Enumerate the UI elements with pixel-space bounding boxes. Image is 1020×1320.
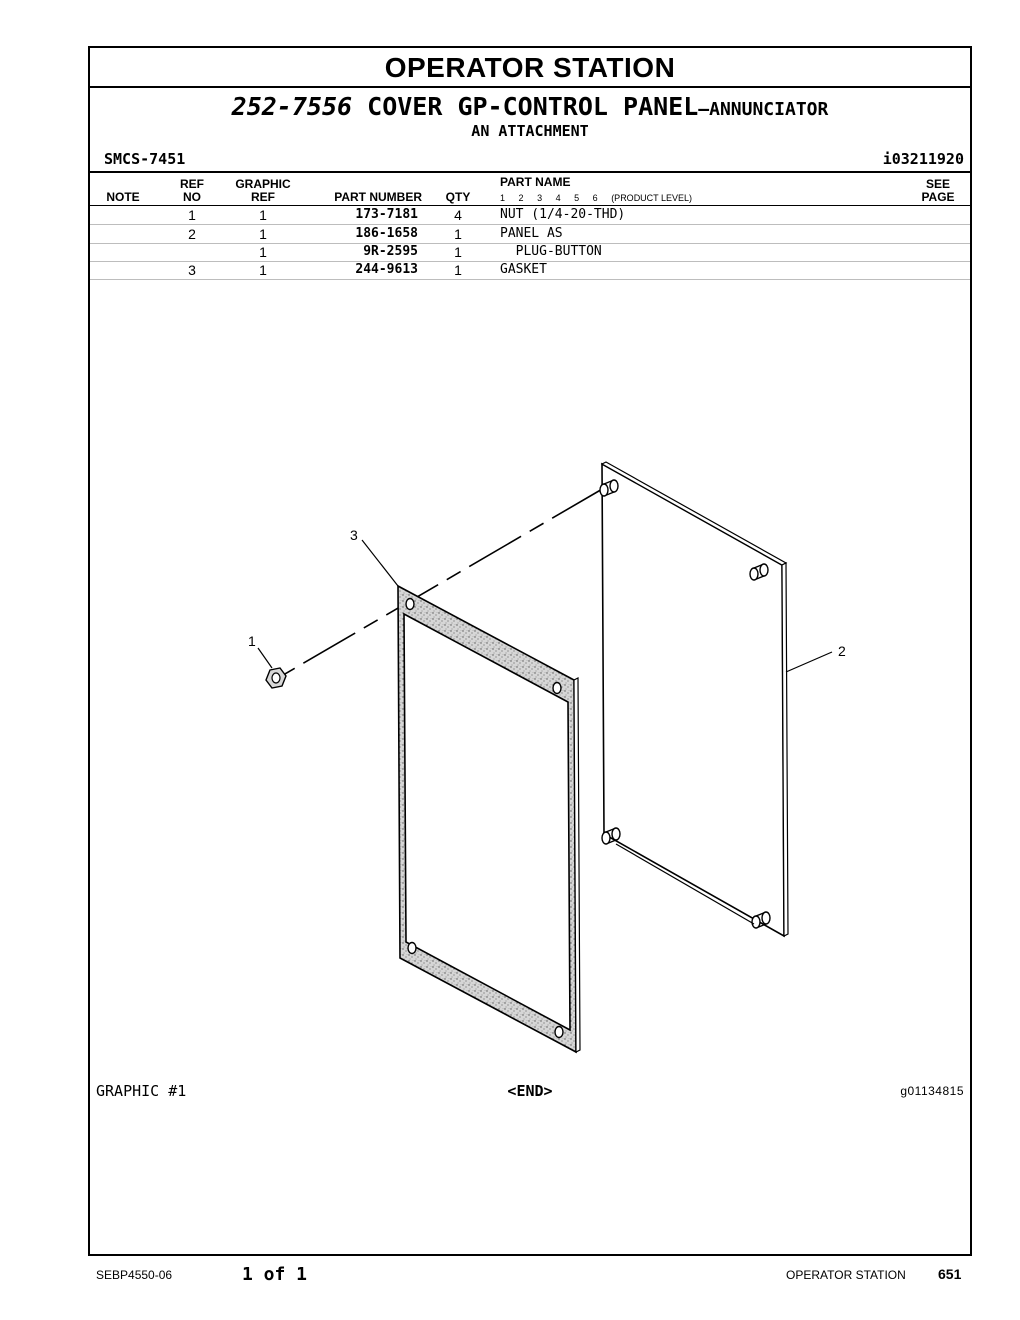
title-sub: ANNUNCIATOR — [709, 99, 829, 120]
panel-icon — [600, 462, 788, 936]
title-dash: — — [698, 99, 710, 120]
document-subtitle: AN ATTACHMENT — [471, 122, 589, 140]
callout-2: 2 — [838, 643, 846, 659]
cell-part-number: 9R-2595 — [363, 244, 418, 259]
product-level: 1 — [500, 193, 506, 203]
graphic-id: g01134815 — [900, 1084, 964, 1098]
product-level: 6 — [592, 193, 598, 203]
end-marker: <END> — [507, 1082, 553, 1100]
gasket-icon — [398, 586, 580, 1052]
graphic-label: GRAPHIC #1 — [96, 1082, 187, 1100]
exploded-view-drawing — [90, 48, 970, 1254]
product-level: 3 — [537, 193, 543, 203]
header-see-page: SEE PAGE — [921, 177, 955, 204]
nut-icon — [266, 668, 286, 688]
cell-qty: 1 — [454, 226, 462, 242]
leader-line-1 — [258, 648, 272, 668]
cell-ref-no: 1 — [188, 207, 196, 223]
footer-section: OPERATOR STATION — [786, 1268, 906, 1282]
cell-graphic-ref: 1 — [259, 207, 267, 223]
cell-part-name: GASKET — [500, 262, 547, 277]
cell-graphic-ref: 1 — [259, 226, 267, 242]
cell-part-name: PANEL AS — [500, 226, 563, 241]
fastener-centerline — [278, 488, 604, 678]
callout-3: 3 — [350, 527, 358, 543]
cell-part-name: NUT (1/4-20-THD) — [500, 207, 626, 222]
assembly-part-number: 252-7556 — [231, 92, 353, 121]
footer-page-count: 1 of 1 — [242, 1264, 308, 1285]
leader-line-2 — [786, 652, 832, 672]
cell-graphic-ref: 1 — [259, 262, 267, 278]
product-level-label: (PRODUCT LEVEL) — [611, 193, 693, 203]
cell-part-name: PLUG-BUTTON — [500, 244, 602, 259]
cell-qty: 4 — [454, 207, 462, 223]
illustration-id: i03211920 — [882, 150, 964, 168]
cell-part-number: 244-9613 — [355, 262, 418, 277]
cell-part-number: 173-7181 — [355, 207, 418, 222]
section-title: OPERATOR STATION — [90, 48, 970, 88]
header-note: NOTE — [106, 190, 140, 204]
leader-line-3 — [362, 540, 398, 586]
product-level: 5 — [574, 193, 580, 203]
callout-1: 1 — [248, 633, 256, 649]
header-graphic-ref: GRAPHIC REF — [235, 177, 291, 204]
cell-qty: 1 — [454, 262, 462, 278]
smcs-code: SMCS-7451 — [104, 150, 186, 168]
header-part-name: PART NAME — [500, 175, 571, 189]
footer-publication: SEBP4550-06 — [96, 1268, 173, 1282]
cell-qty: 1 — [454, 244, 462, 260]
cell-ref-no: 3 — [188, 262, 196, 278]
title-main: COVER GP-CONTROL PANEL — [367, 92, 699, 121]
cell-part-number: 186-1658 — [355, 226, 418, 241]
header-part-number: PART NUMBER — [334, 190, 422, 204]
cell-graphic-ref: 1 — [259, 244, 267, 260]
cell-ref-no: 2 — [188, 226, 196, 242]
footer-page-number: 651 — [938, 1266, 962, 1282]
product-level: 4 — [555, 193, 561, 203]
header-qty: QTY — [445, 190, 471, 204]
header-ref-no: REF NO — [180, 177, 204, 204]
page-frame — [88, 46, 972, 1256]
product-level: 2 — [518, 193, 524, 203]
